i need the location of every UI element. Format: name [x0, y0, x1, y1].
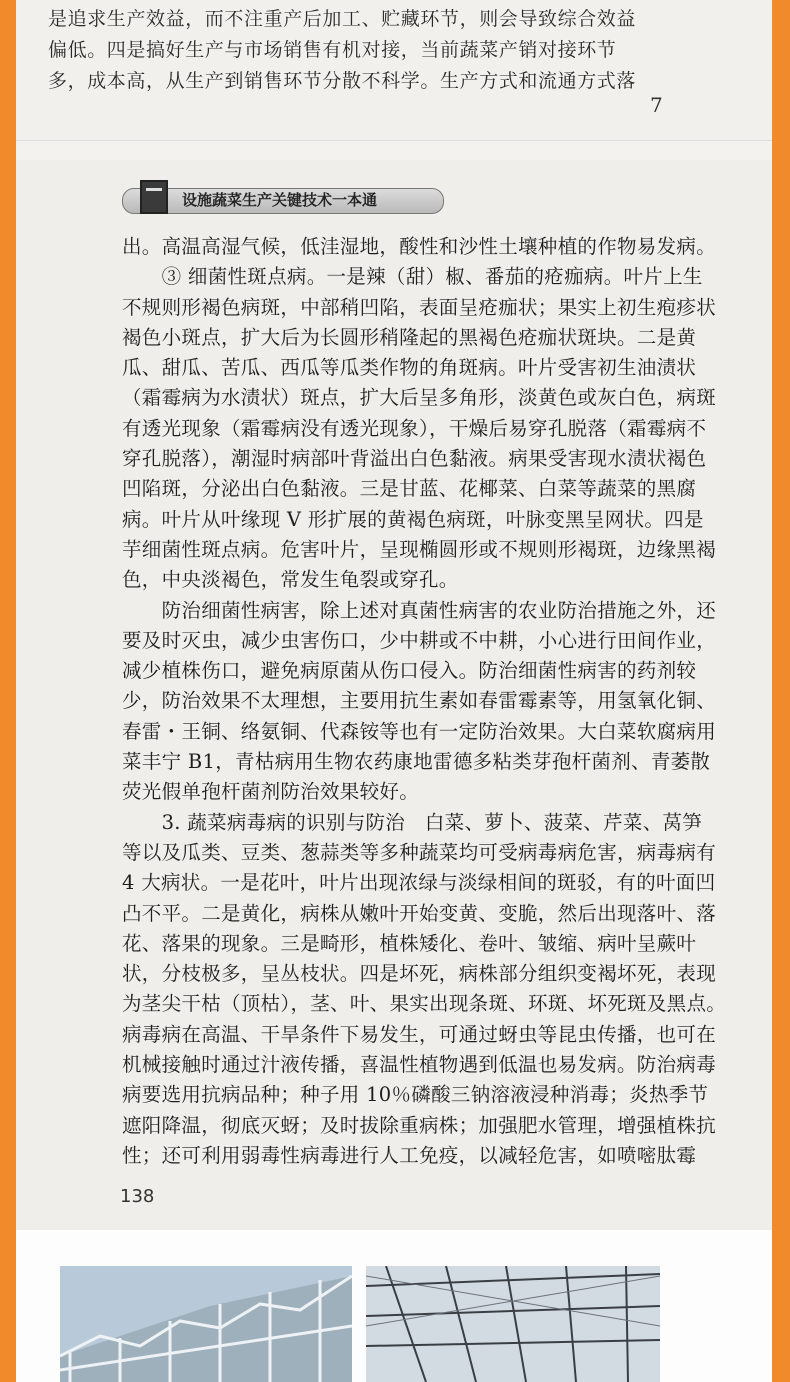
text-line: 要及时灭虫，减少虫害伤口，少中耕或不中耕，小心进行田间作业， [122, 628, 717, 652]
text-line: 是追求生产效益，而不注重产后加工、贮藏环节，则会导致综合效益 [48, 8, 637, 30]
greenhouse-interior-photo [366, 1266, 660, 1382]
text-line: 为茎尖干枯（顶枯），茎、叶、果实出现条斑、环斑、坏死斑及黑点。 [122, 992, 727, 1016]
text-line: 减少植株伤口，避免病原菌从伤口侵入。防治细菌性病害的药剂较 [122, 659, 697, 683]
previous-page-fragment [16, 0, 772, 140]
text-line: 荧光假单孢杆菌剂防治效果较好。 [122, 780, 420, 804]
running-header-title: 设施蔬菜生产关键技术一本通 [182, 191, 378, 209]
page-number-bottom: 138 [120, 1186, 155, 1207]
text-line: 色，中央淡褐色，常发生龟裂或穿孔。 [122, 568, 459, 592]
text-line: 有透光现象（霜霉病没有透光现象），干燥后易穿孔脱落（霜霉病不 [122, 416, 707, 440]
page-number-top: 7 [650, 93, 663, 117]
text-line: 偏低。四是搞好生产与市场销售有机对接，当前蔬菜产销对接环节 [48, 39, 617, 61]
book-page-scan [16, 0, 772, 1382]
greenhouse-photos [16, 1230, 772, 1382]
text-line: 凸不平。二是黄化，病株从嫩叶开始变黄、变脆，然后出现落叶、落 [122, 901, 717, 925]
text-line: 遮阳降温，彻底灭蚜；及时拔除重病株；加强肥水管理，增强植株抗 [122, 1113, 717, 1137]
text-line: 菜丰宁 B1，青枯病用生物农药康地雷德多粘类芽孢杆菌剂、青萎散 [122, 750, 711, 774]
text-line: （霜霉病为水渍状）斑点，扩大后呈多角形，淡黄色或灰白色，病斑 [122, 386, 717, 410]
text-line: 病。叶片从叶缘现 V 形扩展的黄褐色病斑，叶脉变黑呈网状。四是 [122, 507, 704, 531]
text-line: 等以及瓜类、豆类、葱蒜类等多种蔬菜均可受病毒病危害，病毒病有 [122, 840, 717, 864]
text-line: 病要选用抗病品种；种子用 10％磷酸三钠溶液浸种消毒；炎热季节 [122, 1083, 709, 1107]
text-line: 瓜、甜瓜、苦瓜、西瓜等瓜类作物的角斑病。叶片受害初生油渍状 [122, 356, 697, 380]
text-line: 穿孔脱落），潮湿时病部叶背溢出白色黏液。病果受害现水渍状褐色 [122, 447, 707, 471]
body-text [122, 232, 752, 1171]
text-line: 出。高温高湿气候，低洼湿地，酸性和沙性土壤种植的作物易发病。 [122, 235, 717, 258]
text-line: 3. 蔬菜病毒病的识别与防治 白菜、萝卜、菠菜、芹菜、莴笋 [122, 810, 703, 834]
text-line: 机械接触时通过汁液传播，喜温性植物遇到低温也易发病。防治病毒 [122, 1053, 717, 1077]
greenhouse-exterior-photo [60, 1266, 352, 1382]
text-line: 褐色小斑点，扩大后为长圆形稍隆起的黑褐色疮痂状斑块。二是黄 [122, 325, 697, 349]
main-page [16, 160, 772, 1230]
text-line: 芋细菌性斑点病。危害叶片，呈现椭圆形或不规则形褐斑，边缘黑褐 [122, 537, 717, 561]
page-separator [16, 140, 772, 141]
text-line: 性；还可利用弱毒性病毒进行人工免疫，以减轻危害，如喷嘧肽霉 [122, 1143, 697, 1167]
text-line: 病毒病在高温、干旱条件下易发生，可通过蚜虫等昆虫传播，也可在 [122, 1022, 717, 1046]
text-line: 防治细菌性病害，除上述对真菌性病害的农业防治措施之外，还 [122, 598, 717, 622]
text-line: 4 大病状。一是花叶，叶片出现浓绿与淡绿相间的斑驳，有的叶面凹 [122, 871, 716, 895]
text-line: 凹陷斑，分泌出白色黏液。三是甘蓝、花椰菜、白菜等蔬菜的黑腐 [122, 477, 697, 501]
text-line: 状，分枝极多，呈丛枝状。四是坏死，病株部分组织变褐坏死，表现 [122, 962, 717, 986]
text-line: 花、落果的现象。三是畸形，植株矮化、卷叶、皱缩、病叶呈蕨叶 [122, 931, 697, 955]
previous-page-text [48, 4, 688, 97]
text-line: 不规则形褐色病斑，中部稍凹陷，表面呈疮痂状；果实上初生疱疹状 [122, 295, 717, 319]
text-line: ③ 细菌性斑点病。一是辣（甜）椒、番茄的疮痂病。叶片上生 [122, 265, 703, 289]
text-line: 春雷・王铜、络氨铜、代森铵等也有一定防治效果。大白菜软腐病用 [122, 719, 717, 743]
book-icon [140, 180, 168, 214]
text-line: 多，成本高，从生产到销售环节分散不科学。生产方式和流通方式落 [48, 70, 637, 92]
text-line: 少，防治效果不太理想，主要用抗生素如春雷霉素等，用氢氧化铜、 [122, 689, 717, 713]
